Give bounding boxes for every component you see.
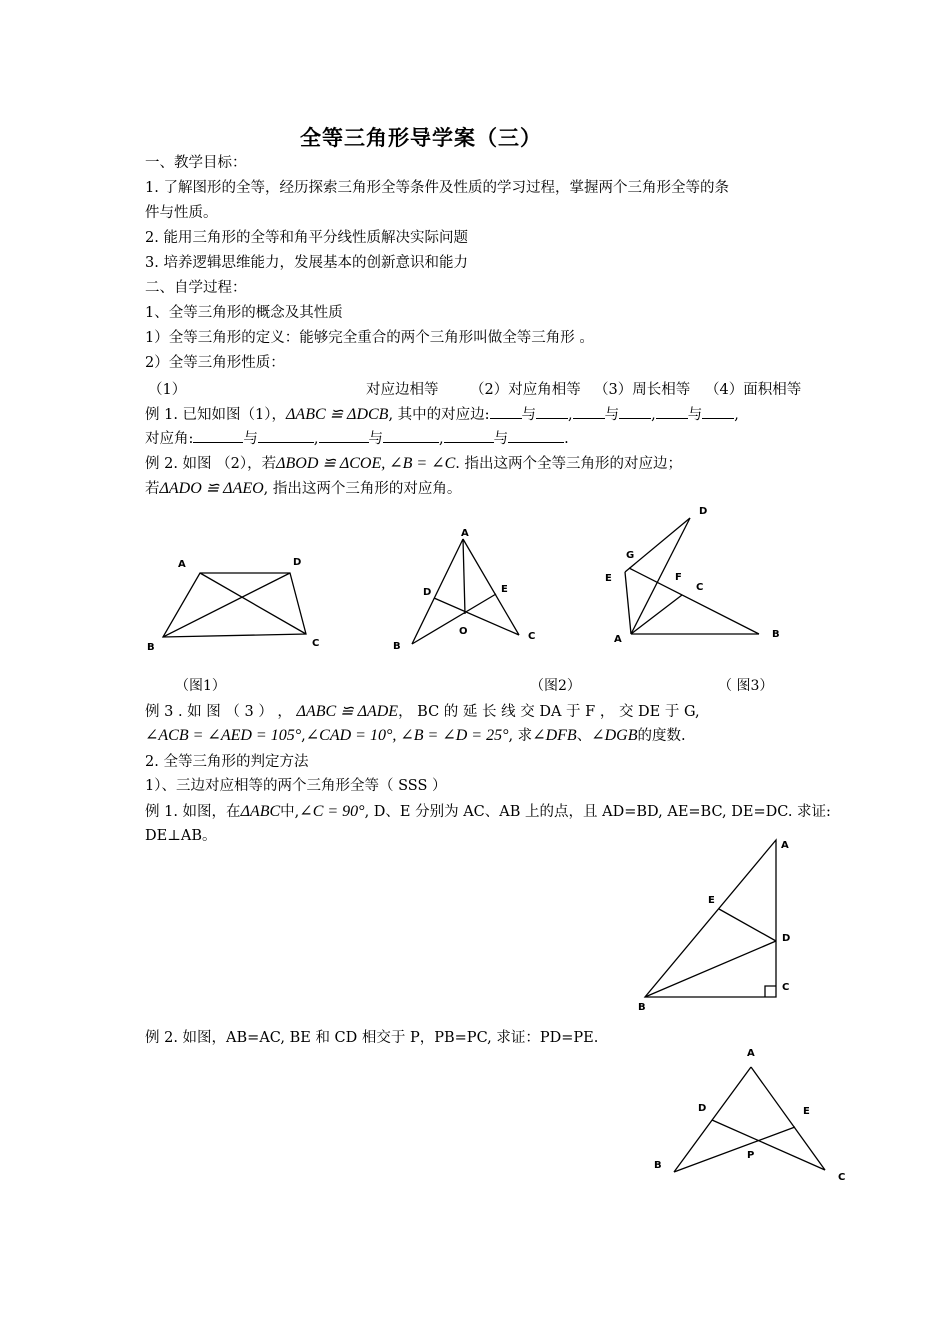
fig4-label-a: A xyxy=(781,840,789,851)
fig4-label-b: B xyxy=(638,1002,646,1013)
properties-heading: 2）全等三角形性质： xyxy=(145,355,285,371)
fig4-right-angle-mark xyxy=(765,986,776,997)
fig4-label-d: D xyxy=(782,933,791,944)
math-angle-dfb: ∠DFB xyxy=(532,727,577,744)
example-4-line-1: 例 1. 如图，在ΔABC中,∠C = 90°, D、E 分别为 AC、AB 上的点，且 AD=BD, AE=BC, DE=DC. 求证: xyxy=(145,803,831,820)
blank[interactable] xyxy=(508,428,564,443)
fig3-label-c: C xyxy=(696,582,704,593)
fig2-line-ao xyxy=(463,539,465,614)
figure-2-caption: （图2） xyxy=(530,678,581,694)
fig3-label-e: E xyxy=(605,573,612,584)
example-1-line-1: 例 1. 已知如图（1），ΔABC ≌ ΔDCB, 其中的对应边: 与 , 与 , 与 , xyxy=(145,406,739,423)
figure-4 xyxy=(630,835,805,1015)
blank[interactable] xyxy=(573,404,605,419)
blank[interactable] xyxy=(536,404,568,419)
fig3-label-a: A xyxy=(614,634,622,645)
fig3-line-de xyxy=(625,518,690,572)
section-heading-process: 二、自学过程： xyxy=(145,280,247,296)
math-angle-dgb: ∠DGB xyxy=(591,727,638,744)
figure-1 xyxy=(140,545,340,660)
fig1-label-b: B xyxy=(147,642,155,653)
fig2-label-d: D xyxy=(423,587,432,598)
fig3-line-ac xyxy=(631,595,682,634)
criterion-sss: 1）、三边对应相等的两个三角形全等（ SSS ） xyxy=(145,778,447,794)
fig1-label-d: D xyxy=(293,557,302,568)
fig5-side-ab xyxy=(674,1067,751,1172)
fig4-line-bd xyxy=(645,941,776,997)
blank[interactable] xyxy=(319,428,369,443)
example-2-line-2: 若ΔADO ≌ ΔAEO, 指出这两个三角形的对应角。 xyxy=(145,480,462,497)
fig5-label-c: C xyxy=(838,1172,846,1183)
fig2-line-dc xyxy=(434,598,519,635)
fig5-line-dc xyxy=(712,1120,825,1170)
math-triangle: ΔABC xyxy=(240,803,281,820)
fig4-label-e: E xyxy=(708,895,715,906)
fig1-label-a: A xyxy=(178,559,186,570)
blank[interactable] xyxy=(193,428,243,443)
example-1-line-2: 对应角: 与 , 与 , 与 . xyxy=(145,428,569,449)
definition-line: 1）全等三角形的定义：能够完全重合的两个三角形叫做全等三角形 。 xyxy=(145,330,594,346)
example-4-line-2: DE⊥AB。 xyxy=(145,828,217,844)
blank[interactable] xyxy=(258,428,314,443)
fig1-label-c: C xyxy=(312,638,320,649)
math-angle-equation: ∠ACB = ∠AED = 105° xyxy=(145,727,302,744)
blank[interactable] xyxy=(702,404,734,419)
fig2-label-c: C xyxy=(528,631,536,642)
fig4-label-c: C xyxy=(782,982,790,993)
fig1-diagonal-ac xyxy=(200,573,306,634)
fig5-label-a: A xyxy=(747,1048,755,1059)
blank[interactable] xyxy=(490,404,522,419)
math-congruence: ΔADO ≌ ΔAEO xyxy=(159,480,264,497)
goal-3: 3. 培养逻辑思维能力，发展基本的创新意识和能力 xyxy=(145,255,468,271)
example-3-line-2: ∠ACB = ∠AED = 105°,∠CAD = 10°, ∠B = ∠D = 25°, 求∠DFB、∠DGB的度数. xyxy=(145,727,686,744)
math-right-angle: ∠C = 90° xyxy=(299,803,365,820)
fig5-label-b: B xyxy=(654,1160,662,1171)
blank[interactable] xyxy=(656,404,688,419)
property-1-label: （1） xyxy=(148,382,187,398)
fig3-line-ea xyxy=(625,572,631,634)
fig2-label-e: E xyxy=(501,584,508,595)
fig3-label-g: G xyxy=(626,550,635,561)
fig5-side-ac xyxy=(751,1067,825,1170)
fig3-label-f: F xyxy=(675,572,682,583)
subsection-concept: 1、全等三角形的概念及其性质 xyxy=(145,305,343,321)
fig2-side-ac xyxy=(463,539,519,635)
fig2-label-o: O xyxy=(459,626,468,637)
goal-1-line-2: 件与性质。 xyxy=(145,205,218,221)
fig5-label-d: D xyxy=(698,1103,707,1114)
section-heading-criteria: 2. 全等三角形的判定方法 xyxy=(145,754,309,770)
fig5-line-be xyxy=(674,1127,795,1172)
fig3-label-d: D xyxy=(699,506,708,517)
fig5-label-e: E xyxy=(803,1106,810,1117)
math-angle-values: ∠CAD = 10°, ∠B = ∠D = 25° xyxy=(305,727,509,744)
math-congruence: ΔBOD ≌ ΔCOE, ∠B = ∠C xyxy=(276,455,456,472)
fig3-label-b: B xyxy=(772,629,780,640)
example-2-line-1: 例 2. 如图 （2），若ΔBOD ≌ ΔCOE, ∠B = ∠C. 指出这两个全等三角形的对应边； xyxy=(145,455,682,472)
math-congruence: ΔABC ≌ ΔADE xyxy=(296,703,399,720)
property-3: （3）周长相等 xyxy=(594,382,691,398)
example-3-line-1: 例 3 . 如 图 （ 3 ） ， ΔABC ≌ ΔADE， BC 的 延 长 线 交 DA 于 F ， 交 DE 于 G, xyxy=(145,703,700,720)
math-congruence: ΔABC ≌ ΔDCB xyxy=(286,406,389,423)
property-1-text: 对应边相等 xyxy=(366,382,439,398)
goal-2: 2. 能用三角形的全等和角平分线性质解决实际问题 xyxy=(145,230,468,246)
figure-3-caption: （ 图3） xyxy=(718,678,774,694)
fig2-label-b: B xyxy=(393,641,401,652)
blank[interactable] xyxy=(444,428,494,443)
property-4: （4）面积相等 xyxy=(705,382,802,398)
blank[interactable] xyxy=(383,428,439,443)
figure-1-caption: （图1） xyxy=(175,678,226,694)
figure-2 xyxy=(385,520,550,655)
goal-1-line-1: 1. 了解图形的全等，经历探索三角形全等条件及性质的学习过程，掌握两个三角形全等的条 xyxy=(145,180,729,196)
property-2: （2）对应角相等 xyxy=(470,382,581,398)
fig4-triangle xyxy=(645,840,776,997)
example-5: 例 2. 如图，AB=AC, BE 和 CD 相交于 P，PB=PC, 求证：PD=PE. xyxy=(145,1030,599,1046)
blank[interactable] xyxy=(619,404,651,419)
figure-5 xyxy=(645,1040,855,1190)
fig1-quad xyxy=(163,573,306,637)
section-heading-goals: 一、教学目标： xyxy=(145,155,247,171)
fig5-label-p: P xyxy=(747,1150,755,1161)
fig2-label-a: A xyxy=(461,528,469,539)
fig4-line-ed xyxy=(719,909,776,941)
figure-3 xyxy=(595,500,795,650)
page-title: 全等三角形导学案（三） xyxy=(300,126,542,150)
